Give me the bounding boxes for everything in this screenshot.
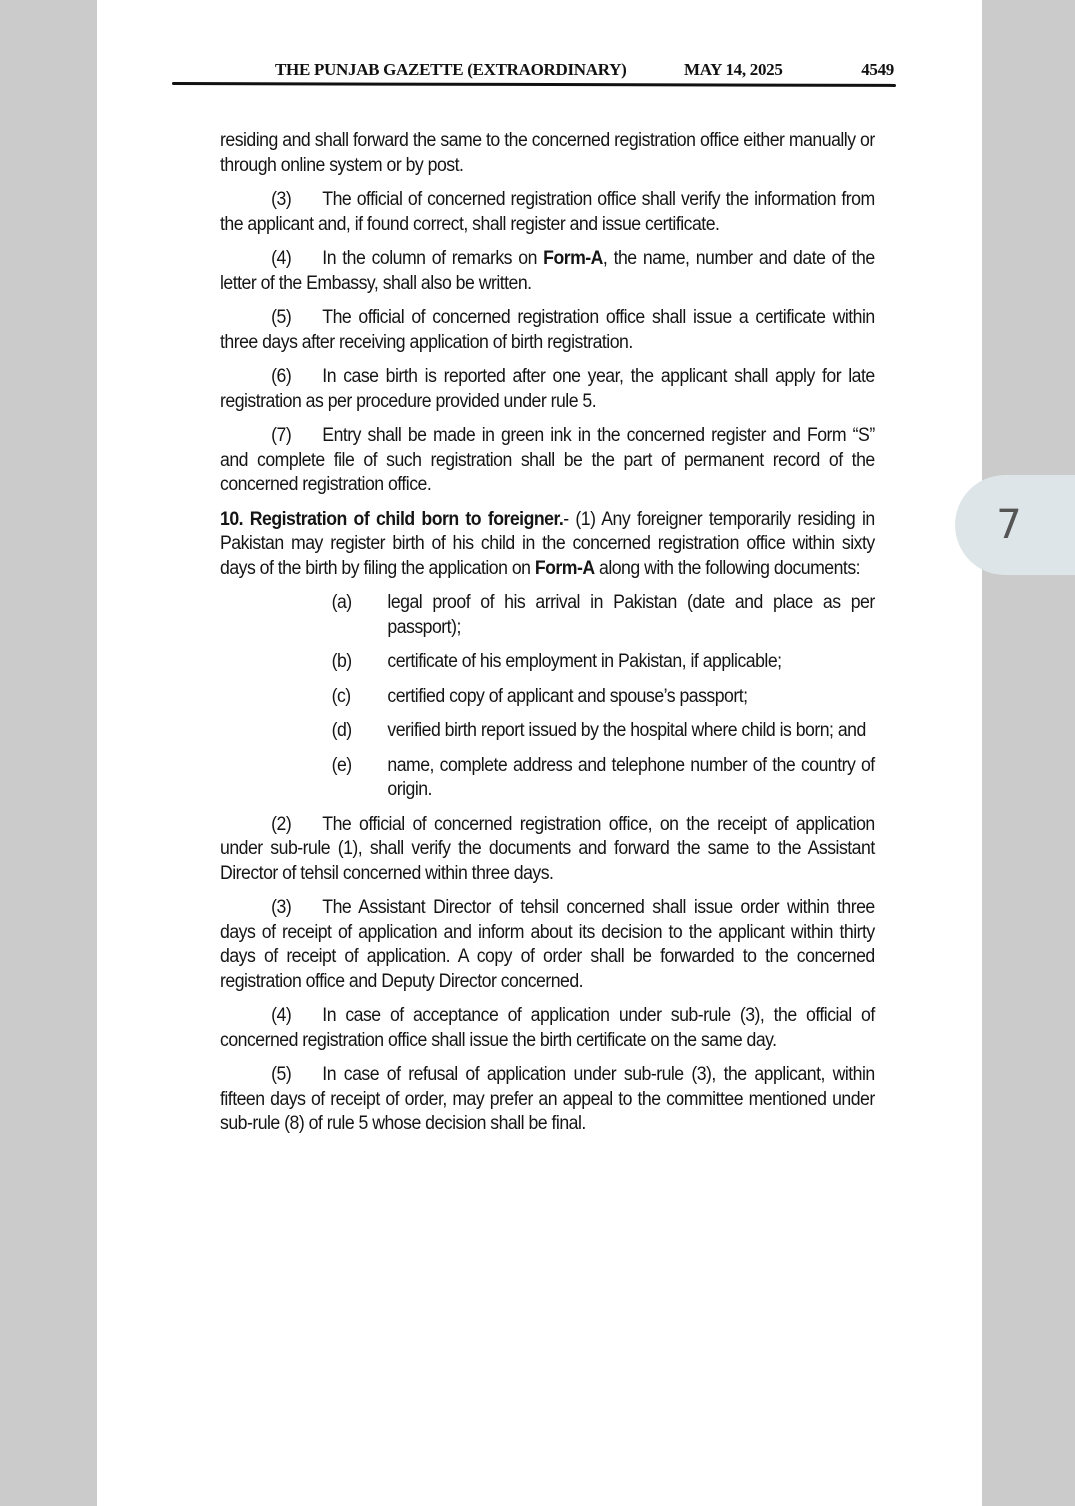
- section-intro-text: - (1) Any foreigner temporarily residing in Pakistan may register birth of his child in the concerned registration office within sixty days of the birth by filing the application on: [220, 508, 875, 579]
- sub-rule-text: The Assistant Director of tehsil concerned shall issue order within three days of receipt of application and inform about its decision to the applicant within thirty days of receipt of application. A copy of order shall be forwarded to the concerned registration office and Deputy Director concerned.: [220, 897, 875, 992]
- section-10-sub-rule-5: [220, 1063, 875, 1137]
- page-indicator-number: 7: [996, 502, 1022, 548]
- sub-rule-number: (6): [271, 366, 292, 387]
- sub-rule-number: (3): [271, 897, 292, 918]
- sub-rule-6: [220, 365, 875, 414]
- gazette-title: THE PUNJAB GAZETTE (EXTRAORDINARY): [275, 60, 627, 79]
- list-item-text: legal proof of his arrival in Pakistan (date and place as per passport);: [387, 592, 875, 638]
- sub-rule-4: [220, 247, 875, 296]
- list-item-text: name, complete address and telephone number of the country of origin.: [387, 754, 875, 800]
- section-10-sub-rule-2: [220, 813, 875, 887]
- sub-rule-text: , the name, number and date of the letter of the Embassy, shall also be written.: [220, 248, 875, 294]
- sub-rule-text: In case birth is reported after one year, the applicant shall apply for late registration as per procedure provided under rule 5.: [220, 366, 875, 412]
- list-item: [220, 754, 875, 803]
- sub-rule-3: [220, 188, 875, 237]
- gazette-date: MAY 14, 2025: [684, 60, 783, 79]
- list-item-label: (b): [331, 651, 352, 672]
- page-indicator[interactable]: [955, 475, 1075, 575]
- sub-rule-text: Entry shall be made in green ink in the concerned register and Form “S” and complete file of such registration shall be the part of permanent record of the concerned registration office.: [220, 425, 875, 495]
- section-intro-text: along with the following documents:: [594, 557, 861, 579]
- section-10-sub-rule-3: [220, 896, 875, 994]
- section-10-intro: [220, 508, 875, 582]
- section-10-sub-rule-4: [220, 1004, 875, 1053]
- sub-rule-text: In the column of remarks on: [322, 248, 544, 269]
- list-item: [220, 685, 875, 710]
- document-body: [220, 129, 875, 1147]
- list-item-label: (e): [331, 754, 352, 776]
- list-item-label: (a): [331, 592, 352, 613]
- form-reference: Form-A: [543, 248, 603, 269]
- sub-rule-number: (3): [271, 189, 292, 210]
- list-item-label: (c): [331, 685, 351, 707]
- list-item-text: certified copy of applicant and spouse’s passport;: [387, 685, 748, 707]
- section-heading: 10. Registration of child born to foreigner.: [220, 508, 564, 530]
- sub-rule-5: [220, 306, 875, 355]
- sub-rule-number: (5): [271, 307, 292, 328]
- list-item: [220, 719, 875, 744]
- list-item-label: (d): [331, 720, 352, 741]
- document-list: [220, 591, 875, 803]
- header-rule: [172, 82, 896, 87]
- list-item: [220, 591, 875, 640]
- gazette-page-number: 4549: [861, 60, 894, 79]
- sub-rule-number: (7): [271, 425, 292, 446]
- sub-rule-text: The official of concerned registration office shall verify the information from the applicant and, if found correct, shall register and issue certificate.: [220, 189, 875, 235]
- sub-rule-number: (5): [271, 1064, 292, 1085]
- sub-rule-text: In case of refusal of application under sub-rule (3), the applicant, within fifteen days of receipt of order, may prefer an appeal to the committee mentioned under sub-rule (8) of rule 5 whose decision shall be final.: [220, 1064, 875, 1134]
- document-page: [97, 0, 982, 1506]
- sub-rule-text: In case of acceptance of application under sub-rule (3), the official of concerned registration office shall issue the birth certificate on the same day.: [220, 1005, 875, 1051]
- list-item: [220, 650, 875, 675]
- sub-rule-7: [220, 424, 875, 498]
- list-item-text: certificate of his employment in Pakistan, if applicable;: [387, 651, 782, 672]
- form-reference: Form-A: [534, 557, 595, 579]
- sub-rule-text: The official of concerned registration office, on the receipt of application under sub-rule (1), shall verify the documents and forward the same to the Assistant Director of tehsil concerned within three days.: [220, 813, 875, 884]
- sub-rule-number: (2): [271, 813, 292, 835]
- list-item-text: verified birth report issued by the hospital where child is born; and: [387, 720, 866, 741]
- continued-paragraph: residing and shall forward the same to the concerned registration office either manually or through online system or by post.: [220, 130, 875, 176]
- sub-rule-number: (4): [271, 1005, 292, 1026]
- sub-rule-number: (4): [271, 248, 292, 269]
- sub-rule-text: The official of concerned registration office shall issue a certificate within three days after receiving application of birth registration.: [220, 307, 875, 353]
